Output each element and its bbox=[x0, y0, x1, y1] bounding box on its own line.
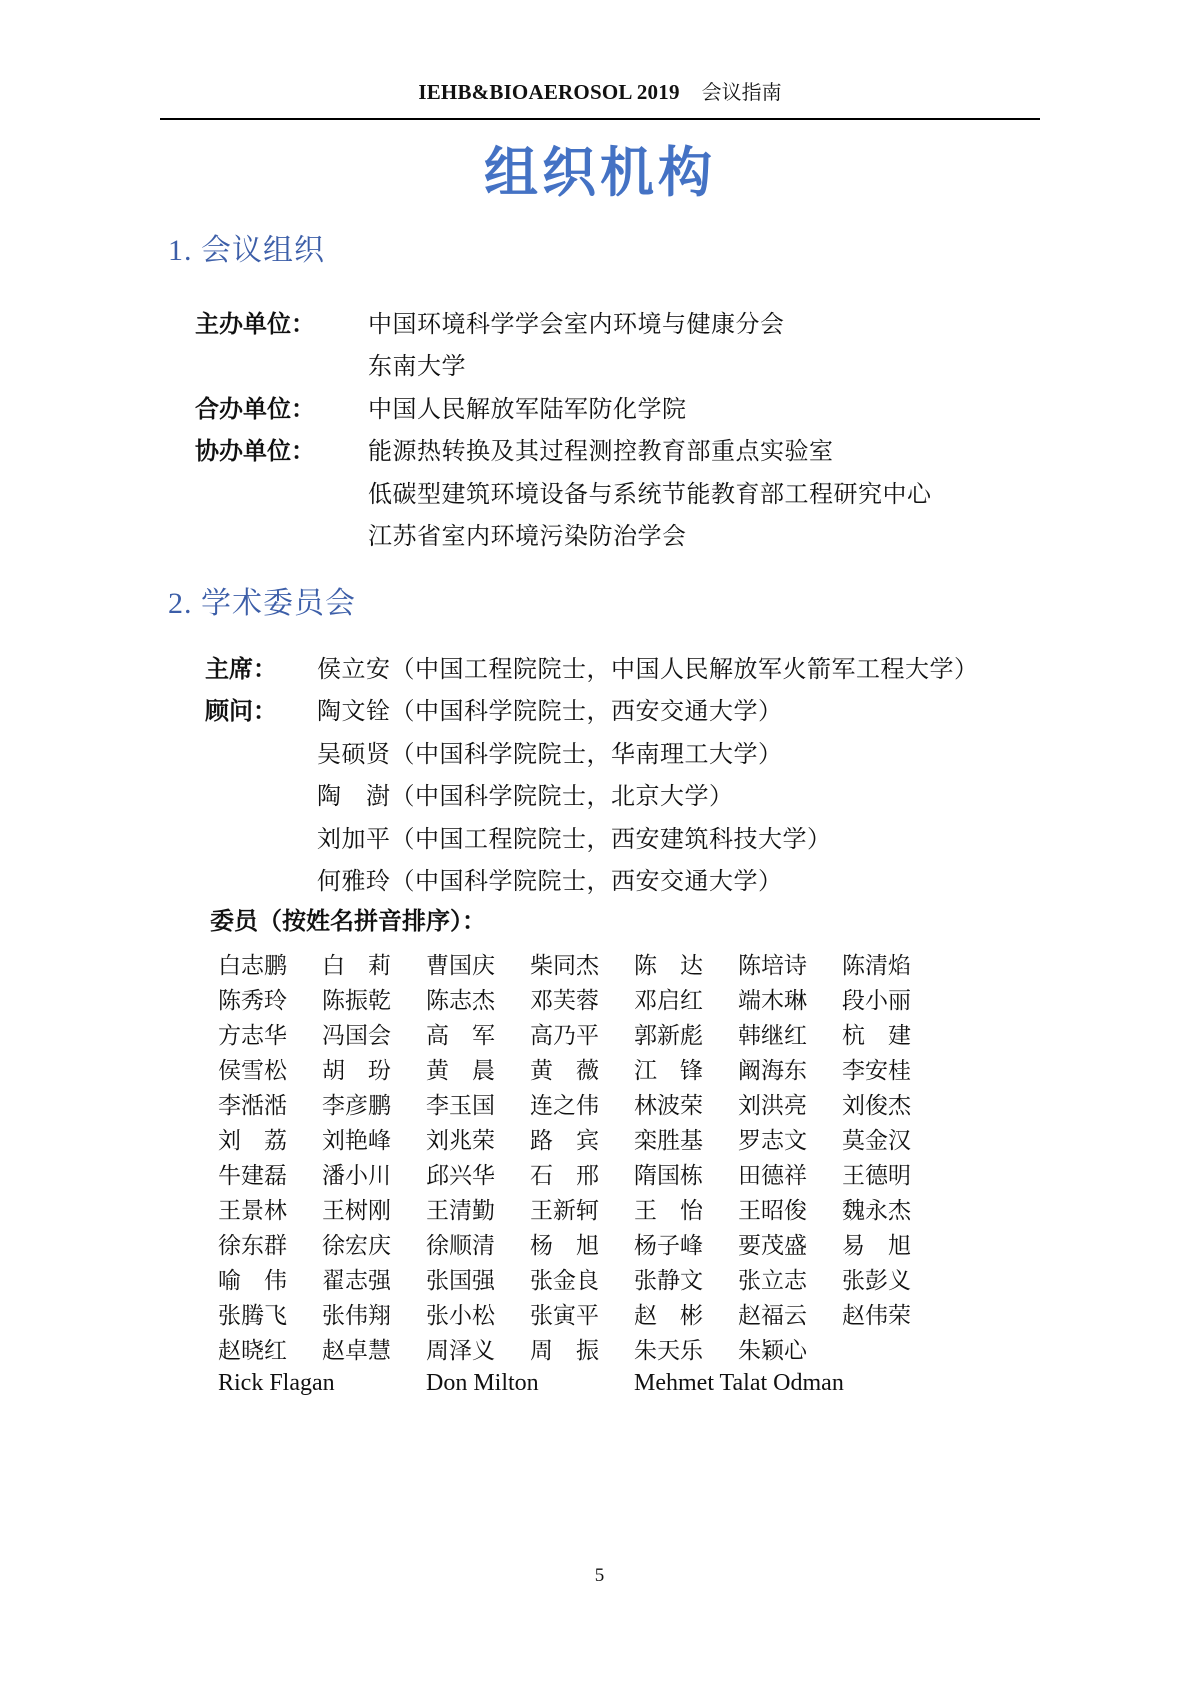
member-name: 张伟翔 bbox=[322, 1303, 391, 1328]
organizers-list bbox=[160, 300, 1040, 555]
member-name: 赵福云 bbox=[738, 1303, 807, 1328]
member-name: 张静文 bbox=[634, 1268, 703, 1293]
member-name: 周 振 bbox=[530, 1338, 599, 1363]
member-name: 邱兴华 bbox=[426, 1163, 495, 1188]
member-name: 赵卓慧 bbox=[322, 1338, 391, 1363]
member-name: 胡 玢 bbox=[322, 1058, 391, 1083]
member-name: 赵伟荣 bbox=[842, 1303, 911, 1328]
member-name: 陈 达 bbox=[634, 953, 703, 978]
section-2-heading: 2. 学术委员会 bbox=[168, 587, 356, 620]
text-line bbox=[160, 385, 1040, 428]
organizer-name: 能源热转换及其过程测控教育部重点实验室 bbox=[368, 439, 834, 466]
header-rule bbox=[160, 118, 1040, 120]
member-name: 林波荣 bbox=[634, 1093, 703, 1118]
member-name: 栾胜基 bbox=[634, 1128, 703, 1153]
text-line bbox=[160, 645, 1040, 688]
member-name: 黄 晨 bbox=[426, 1058, 495, 1083]
member-name: 刘 荔 bbox=[218, 1128, 287, 1153]
advisor-name: 吴硕贤（中国科学院院士，华南理工大学） bbox=[317, 741, 783, 768]
member-name: 柴同杰 bbox=[530, 953, 599, 978]
text-line bbox=[160, 428, 1040, 471]
member-name: 白 莉 bbox=[322, 953, 391, 978]
member-name: 牛建磊 bbox=[218, 1163, 287, 1188]
header-conference-name: IEHB&BIOAEROSOL 2019 bbox=[418, 80, 680, 104]
international-member-name: Mehmet Talat Odman bbox=[634, 1370, 844, 1396]
member-name: 韩继红 bbox=[738, 1023, 807, 1048]
page-number: 5 bbox=[594, 1565, 605, 1586]
member-name: 王 怡 bbox=[634, 1198, 703, 1223]
member-name: 邓芙蓉 bbox=[530, 988, 599, 1013]
member-name: 赵晓红 bbox=[218, 1338, 287, 1363]
member-name: 张国强 bbox=[426, 1268, 495, 1293]
organizer-name: 江苏省室内环境污染防治学会 bbox=[368, 524, 687, 551]
page-header bbox=[160, 0, 1040, 107]
member-name: 张立志 bbox=[738, 1268, 807, 1293]
member-name: 连之伟 bbox=[530, 1093, 599, 1118]
member-name: 王昭俊 bbox=[738, 1198, 807, 1223]
member-name: 杨子峰 bbox=[634, 1233, 703, 1258]
text-line bbox=[160, 300, 1040, 343]
member-name: 端木琳 bbox=[738, 988, 807, 1013]
text-line bbox=[160, 343, 1040, 386]
member-name: 徐宏庆 bbox=[322, 1233, 391, 1258]
member-name: 魏永杰 bbox=[842, 1198, 911, 1223]
organizer-name: 东南大学 bbox=[368, 354, 466, 381]
member-name: 陈振乾 bbox=[322, 988, 391, 1013]
member-name: 方志华 bbox=[218, 1023, 287, 1048]
member-name: 张彭义 bbox=[842, 1268, 911, 1293]
member-name: 李湉湉 bbox=[218, 1093, 287, 1118]
members-grid bbox=[218, 946, 1040, 1401]
text-line bbox=[160, 688, 1040, 731]
member-name: 王德明 bbox=[842, 1163, 911, 1188]
member-name: 邓启红 bbox=[634, 988, 703, 1013]
member-name: 田德祥 bbox=[738, 1163, 807, 1188]
member-name: 白志鹏 bbox=[218, 953, 287, 978]
member-name: 曹国庆 bbox=[426, 953, 495, 978]
organizer-role-label: 合办单位： bbox=[195, 395, 315, 423]
member-name: 石 邢 bbox=[530, 1163, 599, 1188]
section-1-heading: 1. 会议组织 bbox=[168, 234, 325, 267]
member-name: 刘艳峰 bbox=[322, 1128, 391, 1153]
advisor-name: 刘加平（中国工程院院士，西安建筑科技大学） bbox=[317, 826, 832, 853]
member-name: 王清勤 bbox=[426, 1198, 495, 1223]
member-name: 陈清焰 bbox=[842, 953, 911, 978]
member-name: 刘俊杰 bbox=[842, 1093, 911, 1118]
member-name: 李彦鹏 bbox=[322, 1093, 391, 1118]
member-name: 潘小川 bbox=[322, 1163, 391, 1188]
text-line bbox=[160, 513, 1040, 556]
organizer-role-label: 主办单位： bbox=[195, 310, 315, 338]
member-name: 高 军 bbox=[426, 1023, 495, 1048]
page-title: 组织机构 bbox=[484, 143, 716, 203]
member-name: 张小松 bbox=[426, 1303, 495, 1328]
member-name: 徐东群 bbox=[218, 1233, 287, 1258]
member-name: 路 宾 bbox=[530, 1128, 599, 1153]
member-name: 罗志文 bbox=[738, 1128, 807, 1153]
member-name: 陈秀玲 bbox=[218, 988, 287, 1013]
member-name: 周泽义 bbox=[426, 1338, 495, 1363]
member-name: 王树刚 bbox=[322, 1198, 391, 1223]
chair-label: 主席： bbox=[205, 655, 277, 683]
member-name: 李玉国 bbox=[426, 1093, 495, 1118]
member-name: 杨 旭 bbox=[530, 1233, 599, 1258]
member-name: 李安桂 bbox=[842, 1058, 911, 1083]
member-name: 高乃平 bbox=[530, 1023, 599, 1048]
member-name: 王新轲 bbox=[530, 1198, 599, 1223]
member-name: 张寅平 bbox=[530, 1303, 599, 1328]
member-name: 刘洪亮 bbox=[738, 1093, 807, 1118]
member-name: 易 旭 bbox=[842, 1233, 911, 1258]
organizer-name: 中国环境科学学会室内环境与健康分会 bbox=[368, 311, 785, 338]
advisor-name: 陶文铨（中国科学院院士，西安交通大学） bbox=[317, 699, 783, 726]
member-name: 陈志杰 bbox=[426, 988, 495, 1013]
text-line bbox=[160, 815, 1040, 858]
member-name: 刘兆荣 bbox=[426, 1128, 495, 1153]
organizer-role-label: 协办单位： bbox=[195, 438, 315, 466]
organizer-name: 低碳型建筑环境设备与系统节能教育部工程研究中心 bbox=[368, 481, 932, 508]
text-line bbox=[160, 730, 1040, 773]
member-name: 赵 彬 bbox=[634, 1303, 703, 1328]
member-name: 阚海东 bbox=[738, 1058, 807, 1083]
text-line bbox=[160, 773, 1040, 816]
advisor-name: 何雅玲（中国科学院院士，西安交通大学） bbox=[317, 869, 783, 896]
member-name: 段小丽 bbox=[842, 988, 911, 1013]
member-name: 冯国会 bbox=[322, 1023, 391, 1048]
members-heading: 委员（按姓名拼音排序）： bbox=[210, 908, 486, 935]
member-name: 朱天乐 bbox=[634, 1338, 703, 1363]
member-name: 要茂盛 bbox=[738, 1233, 807, 1258]
member-name: 徐顺清 bbox=[426, 1233, 495, 1258]
text-line bbox=[160, 858, 1040, 901]
member-name: 喻 伟 bbox=[218, 1268, 287, 1293]
header-doc-type: 会议指南 bbox=[701, 82, 782, 104]
international-member-name: Rick Flagan bbox=[218, 1370, 335, 1396]
member-name: 王景林 bbox=[218, 1198, 287, 1223]
member-name: 莫金汉 bbox=[842, 1128, 911, 1153]
organizer-name: 中国人民解放军陆军防化学院 bbox=[368, 396, 687, 423]
advisor-label: 顾问： bbox=[205, 698, 277, 726]
member-name: 陈培诗 bbox=[738, 953, 807, 978]
member-name: 杭 建 bbox=[842, 1023, 911, 1048]
member-name: 张金良 bbox=[530, 1268, 599, 1293]
advisor-name: 陶 澍（中国科学院院士，北京大学） bbox=[317, 784, 734, 811]
committee-chair-advisors bbox=[160, 645, 1040, 900]
member-name: 翟志强 bbox=[322, 1268, 391, 1293]
member-name: 张腾飞 bbox=[218, 1303, 287, 1328]
chair-name: 侯立安（中国工程院院士，中国人民解放军火箭军工程大学） bbox=[317, 656, 979, 683]
text-line bbox=[160, 470, 1040, 513]
international-member-name: Don Milton bbox=[426, 1370, 539, 1396]
member-name: 隋国栋 bbox=[634, 1163, 703, 1188]
member-name: 黄 薇 bbox=[530, 1058, 599, 1083]
member-name: 江 锋 bbox=[634, 1058, 703, 1083]
member-name: 郭新彪 bbox=[634, 1023, 703, 1048]
member-name: 朱颖心 bbox=[738, 1338, 807, 1363]
member-name: 侯雪松 bbox=[218, 1058, 287, 1083]
